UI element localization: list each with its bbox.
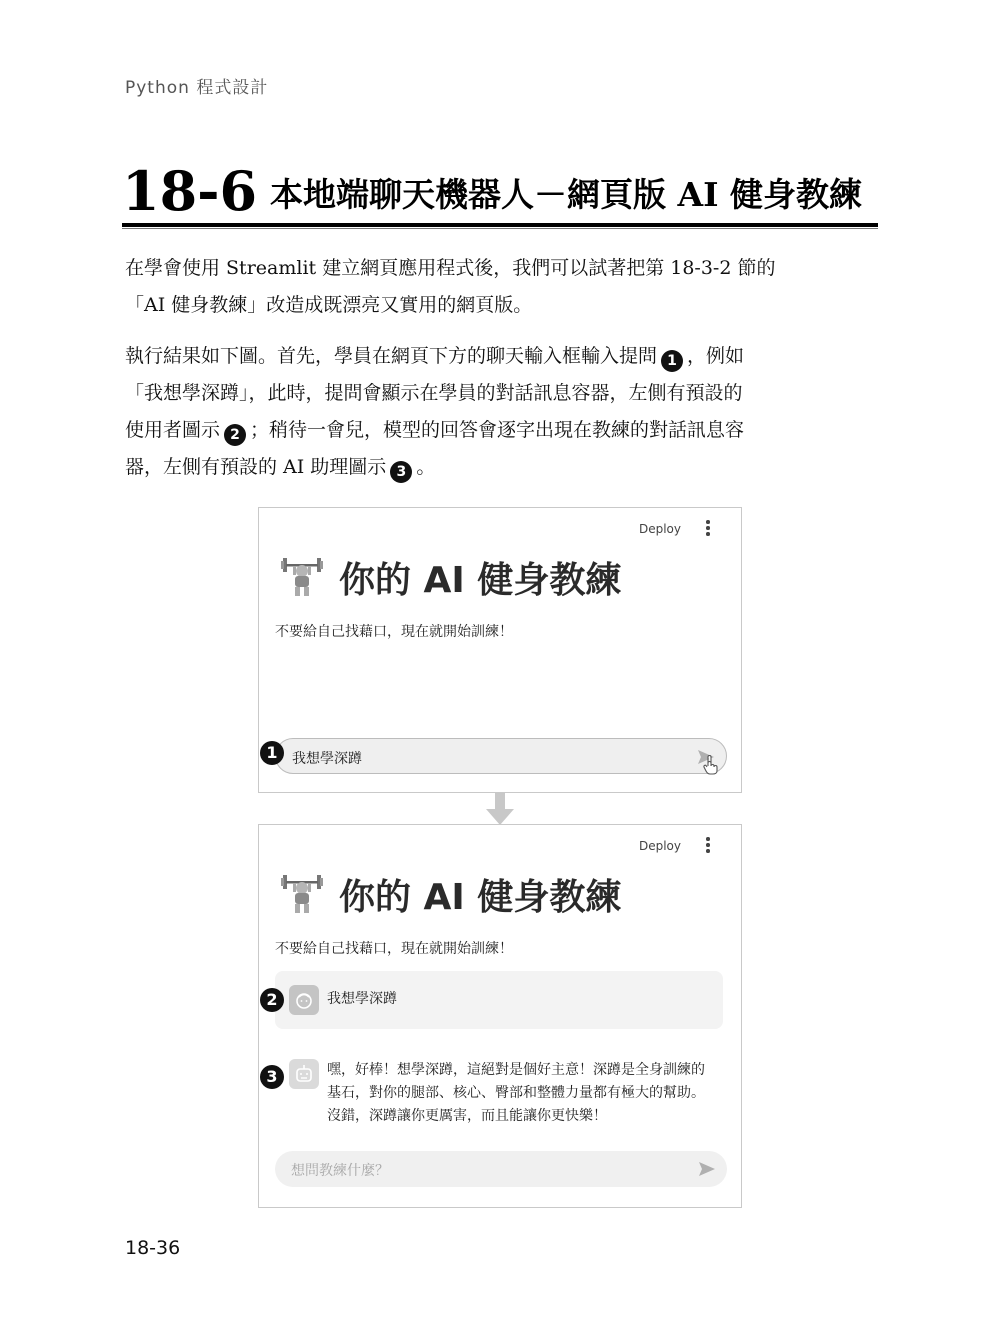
section-title: 本地端聊天機器人－網頁版 AI 健身教練 xyxy=(270,175,863,214)
marker-3: 3 xyxy=(260,1065,284,1089)
chat-input[interactable] xyxy=(275,1151,727,1187)
title-rule-thin xyxy=(122,228,878,229)
user-message-container xyxy=(275,971,723,1029)
paragraph-line: 「我想學深蹲」，此時，提問會顯示在學員的對話訊息容器，左側有預設的 xyxy=(125,382,743,404)
running-header: Python 程式設計 xyxy=(125,78,269,98)
user-face-icon xyxy=(289,985,319,1015)
paragraph-line: 在學會使用 Streamlit 建立網頁應用程式後，我們可以試著把第 18-3-2 節的 xyxy=(125,257,776,279)
hand-pointer-icon xyxy=(702,755,720,775)
marker-2: 2 xyxy=(224,424,246,446)
paragraph-line: 器，左側有預設的 AI 助理圖示 3 。 xyxy=(125,449,880,486)
app-title: 你的 AI 健身教練 xyxy=(339,877,622,918)
marker-3: 3 xyxy=(390,461,412,483)
chat-input-value[interactable]: 我想學深蹲 xyxy=(292,751,362,767)
marker-1: 1 xyxy=(661,350,683,372)
paragraph-line: 執行結果如下圖。首先，學員在網頁下方的聊天輸入框輸入提問 1 ，例如 xyxy=(125,338,880,375)
chat-input[interactable] xyxy=(275,738,727,774)
user-message-text: 我想學深蹲 xyxy=(327,991,397,1007)
section-heading xyxy=(122,160,878,230)
deploy-button[interactable]: Deploy xyxy=(638,839,681,853)
paragraph-line: 使用者圖示 2 ；稍待一會兒，模型的回答會逐字出現在教練的對話訊息容 xyxy=(125,412,880,449)
weightlifter-icon xyxy=(281,869,323,915)
app-title: 你的 AI 健身教練 xyxy=(339,560,622,601)
arrow-down-icon xyxy=(486,792,514,826)
chat-input-placeholder[interactable]: 想問教練什麼？ xyxy=(291,1163,389,1179)
deploy-button[interactable]: Deploy xyxy=(638,522,681,536)
paragraph-line: 「AI 健身教練」改造成既漂亮又實用的網頁版。 xyxy=(125,294,533,316)
paragraph-result xyxy=(125,338,880,486)
app-subtitle: 不要給自己找藉口，現在就開始訓練！ xyxy=(275,624,513,640)
section-number: 18-6 xyxy=(122,159,258,223)
vertical-ellipsis-icon[interactable] xyxy=(705,520,711,538)
marker-1: 1 xyxy=(260,741,284,765)
vertical-ellipsis-icon[interactable] xyxy=(705,837,711,855)
page-number: 18-36 xyxy=(125,1237,181,1259)
app-subtitle: 不要給自己找藉口，現在就開始訓練！ xyxy=(275,941,513,957)
robot-icon xyxy=(289,1059,319,1089)
assistant-message-text: 嘿，好棒！想學深蹲，這絕對是個好主意！深蹲是全身訓練的 基石，對你的腿部、核心、臀部和整體力量都有極大的幫助。 沒錯，深蹲讓你更厲害，而且能讓你更快樂！ xyxy=(327,1062,705,1124)
title-rule xyxy=(122,223,878,227)
marker-2: 2 xyxy=(260,988,284,1012)
screenshot-before xyxy=(258,507,742,793)
screenshot-after xyxy=(258,824,742,1208)
send-arrow-icon[interactable] xyxy=(697,1159,717,1179)
weightlifter-icon xyxy=(281,552,323,598)
paragraph-intro xyxy=(125,250,880,324)
